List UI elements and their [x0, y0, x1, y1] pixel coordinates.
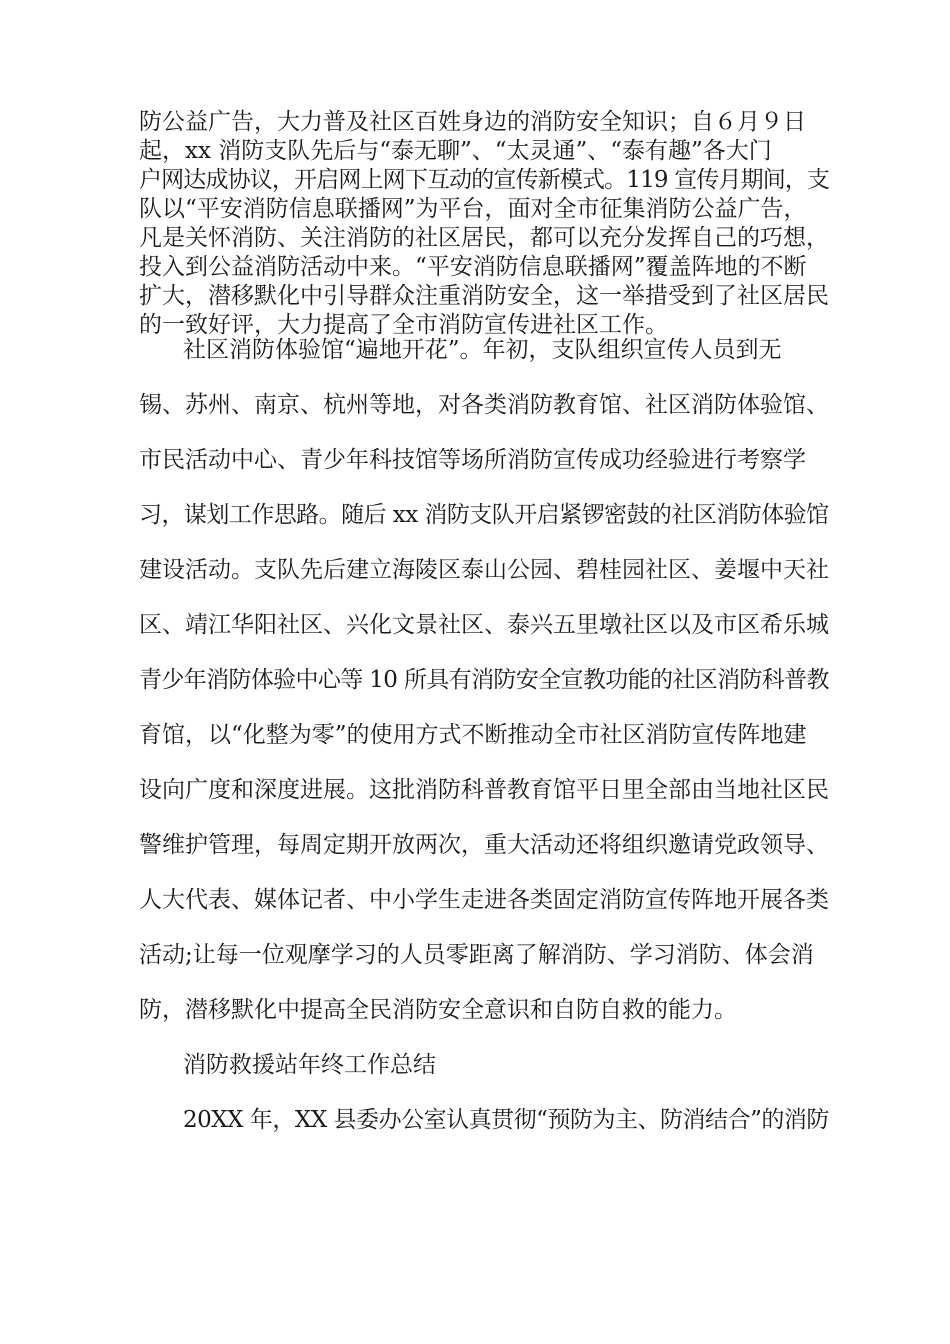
paragraph-2-line: 区、靖江华阳社区、兴化文景社区、泰兴五里墩社区以及市区希乐城 — [139, 612, 829, 638]
paragraph-2-line: 锡、苏州、南京、杭州等地，对各类消防教育馆、社区消防体验馆、 — [139, 392, 829, 418]
paragraph-1-line: 投入到公益消防活动中来。“平安消防信息联播网”覆盖阵地的不断 — [139, 254, 807, 280]
paragraph-2-line: 警维护管理，每周定期开放两次，重大活动还将组织邀请党政领导、 — [139, 832, 829, 858]
paragraph-2-line: 建设活动。支队先后建立海陵区泰山公园、碧桂园社区、姜堰中天社 — [139, 557, 829, 583]
paragraph-1-line: 扩大，潜移默化中引导群众注重消防安全，这一举措受到了社区居民 — [139, 283, 829, 309]
paragraph-2-line: 习，谋划工作思路。随后 xx 消防支队开启紧锣密鼓的社区消防体验馆 — [139, 502, 829, 528]
paragraph-2-line: 育馆，以“化整为零”的使用方式不断推动全市社区消防宣传阵地建 — [139, 722, 807, 748]
paragraph-1-line: 起，xx 消防支队先后与“泰无聊”、“太灵通”、“泰有趣”各大门 — [139, 138, 772, 164]
paragraph-2-line: 青少年消防体验中心等 10 所具有消防安全宣教功能的社区消防科普教 — [139, 667, 829, 693]
paragraph-2-line: 活动;让每一位观摩学习的人员零距离了解消防、学习消防、体会消 — [139, 942, 814, 968]
paragraph-2-line: 人大代表、媒体记者、中小学生走进各类固定消防宣传阵地开展各类 — [139, 887, 829, 913]
paragraph-2-line: 防，潜移默化中提高全民消防安全意识和自防自救的能力。 — [139, 997, 737, 1023]
paragraph-3-line: 20XX 年，XX 县委办公室认真贯彻“预防为主、防消结合”的消防 — [183, 1107, 829, 1133]
paragraph-2-line: 社区消防体验馆“遍地开花”。年初，支队组织宣传人员到无 — [183, 337, 782, 363]
paragraph-1-line: 凡是关怀消防、关注消防的社区居民，都可以充分发挥自己的巧想， — [139, 225, 829, 251]
section-heading: 消防救援站年终工作总结 — [183, 1052, 436, 1078]
paragraph-2-line: 设向广度和深度进展。这批消防科普教育馆平日里全部由当地社区民 — [139, 777, 829, 803]
paragraph-1-line: 的一致好评，大力提高了全市消防宣传进社区工作。 — [139, 312, 668, 338]
paragraph-1-line: 户网达成协议，开启网上网下互动的宣传新模式。119 宣传月期间，支 — [139, 167, 830, 193]
paragraph-2-line: 市民活动中心、青少年科技馆等场所消防宣传成功经验进行考察学 — [139, 447, 806, 473]
paragraph-1-line: 防公益广告，大力普及社区百姓身边的消防安全知识；自６月９日 — [139, 109, 806, 135]
paragraph-1-line: 队以“平安消防信息联播网”为平台，面对全市征集消防公益广告， — [139, 196, 807, 222]
